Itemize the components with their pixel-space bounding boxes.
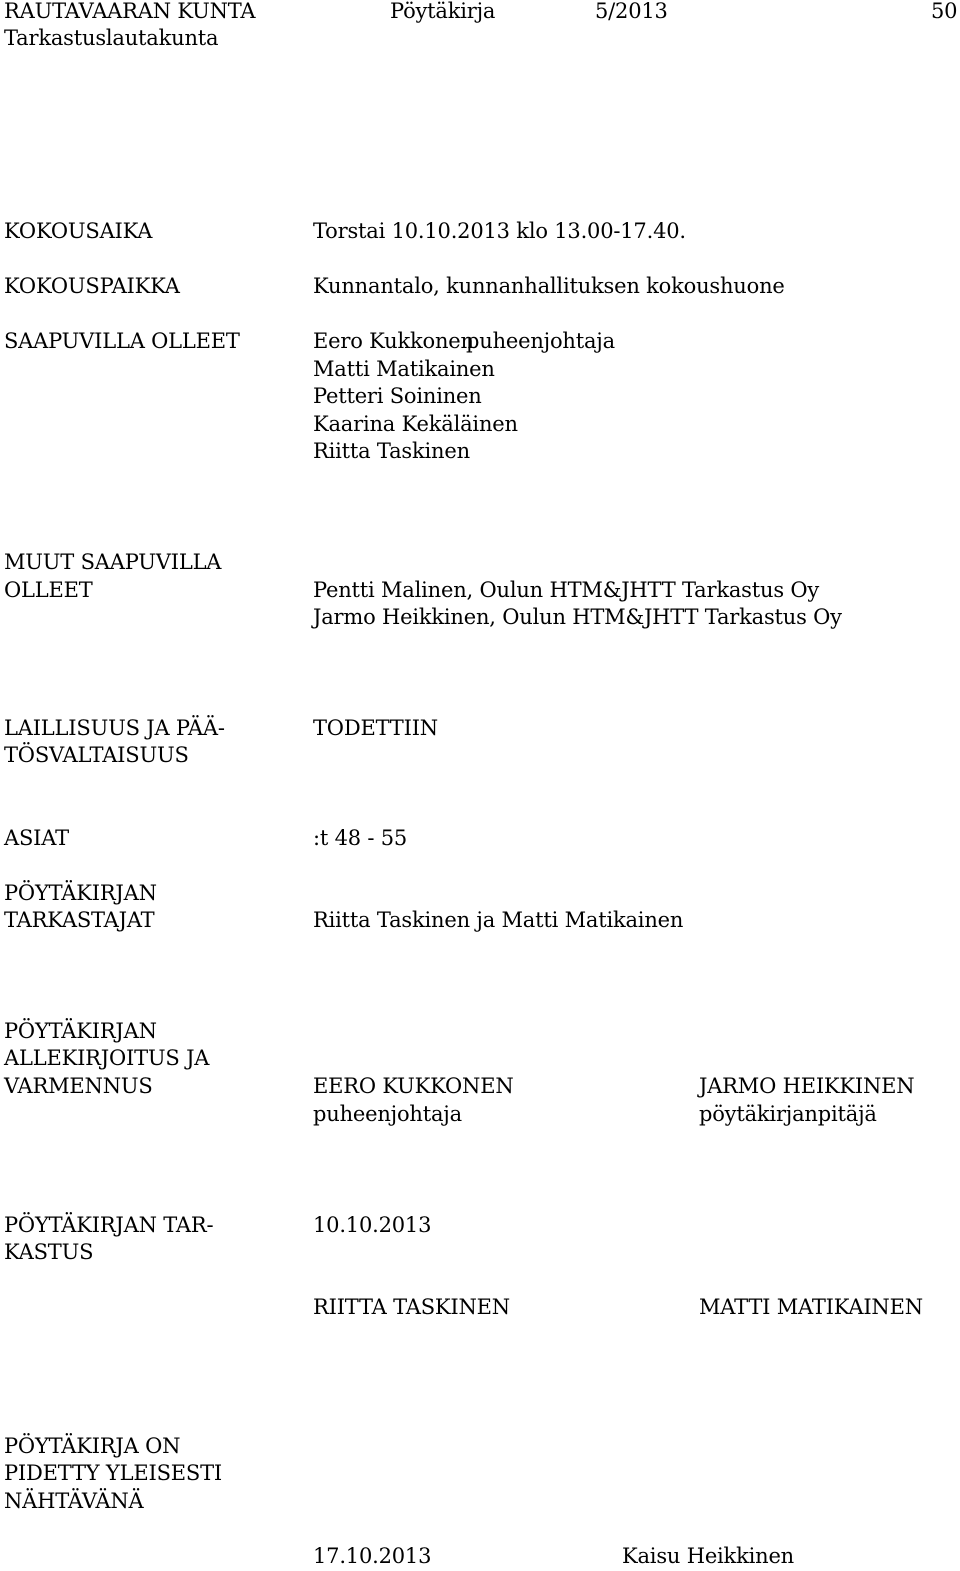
- reviewer-name: MATTI MATIKAINEN: [699, 1295, 923, 1319]
- present-member-name: Petteri Soininen: [313, 384, 482, 408]
- review-label: KASTUS: [4, 1240, 94, 1264]
- public-display-label: PIDETTY YLEISESTI: [4, 1461, 222, 1485]
- signer-role: pöytäkirjanpitäjä: [699, 1102, 877, 1126]
- public-display-label: NÄHTÄVÄNÄ: [4, 1489, 144, 1513]
- examiners-value: Riitta Taskinen ja Matti Matikainen: [313, 908, 684, 932]
- public-display-date: 17.10.2013: [313, 1544, 432, 1568]
- items-value: :t 48 - 55: [313, 826, 408, 850]
- meeting-time-value: Torstai 10.10.2013 klo 13.00-17.40.: [313, 219, 686, 243]
- present-member-role: puheenjohtaja: [466, 329, 615, 353]
- page-number: 50: [931, 0, 958, 23]
- legality-label: LAILLISUUS JA PÄÄ-: [4, 716, 225, 740]
- signer-name: EERO KUKKONEN: [313, 1074, 514, 1098]
- reviewer-name: RIITTA TASKINEN: [313, 1295, 510, 1319]
- present-label: SAAPUVILLA OLLEET: [4, 329, 240, 353]
- signatures-label: VARMENNUS: [4, 1074, 153, 1098]
- present-member-name: Kaarina Kekäläinen: [313, 412, 518, 436]
- other-present-label: OLLEET: [4, 578, 93, 602]
- examiners-label: TARKASTAJAT: [4, 908, 155, 932]
- public-display-label: PÖYTÄKIRJA ON: [4, 1434, 181, 1458]
- other-present-label: MUUT SAAPUVILLA: [4, 550, 222, 574]
- review-label: PÖYTÄKIRJAN TAR-: [4, 1213, 214, 1237]
- board-name: Tarkastuslautakunta: [4, 26, 219, 50]
- document-number: 5/2013: [595, 0, 668, 23]
- items-label: ASIAT: [4, 826, 69, 850]
- examiners-label: PÖYTÄKIRJAN: [4, 881, 157, 905]
- public-display-person: Kaisu Heikkinen: [622, 1544, 795, 1568]
- present-member-name: Matti Matikainen: [313, 357, 495, 381]
- signatures-label: ALLEKIRJOITUS JA: [4, 1046, 210, 1070]
- document-type: Pöytäkirja: [390, 0, 496, 23]
- legality-label: TÖSVALTAISUUS: [4, 743, 189, 767]
- municipality-name: RAUTAVAARAN KUNTA: [4, 0, 256, 23]
- signer-name: JARMO HEIKKINEN: [699, 1074, 915, 1098]
- meeting-time-label: KOKOUSAIKA: [4, 219, 153, 243]
- present-member-name: Riitta Taskinen: [313, 439, 470, 463]
- review-date: 10.10.2013: [313, 1213, 432, 1237]
- meeting-place-value: Kunnantalo, kunnanhallituksen kokoushuone: [313, 274, 785, 298]
- signer-role: puheenjohtaja: [313, 1102, 462, 1126]
- signatures-label: PÖYTÄKIRJAN: [4, 1019, 157, 1043]
- other-present-person: Pentti Malinen, Oulun HTM&JHTT Tarkastus Oy: [313, 578, 820, 602]
- other-present-person: Jarmo Heikkinen, Oulun HTM&JHTT Tarkastus Oy: [313, 605, 842, 629]
- meeting-place-label: KOKOUSPAIKKA: [4, 274, 180, 298]
- legality-value: TODETTIIN: [313, 716, 438, 740]
- present-member-name: Eero Kukkonen: [313, 329, 474, 353]
